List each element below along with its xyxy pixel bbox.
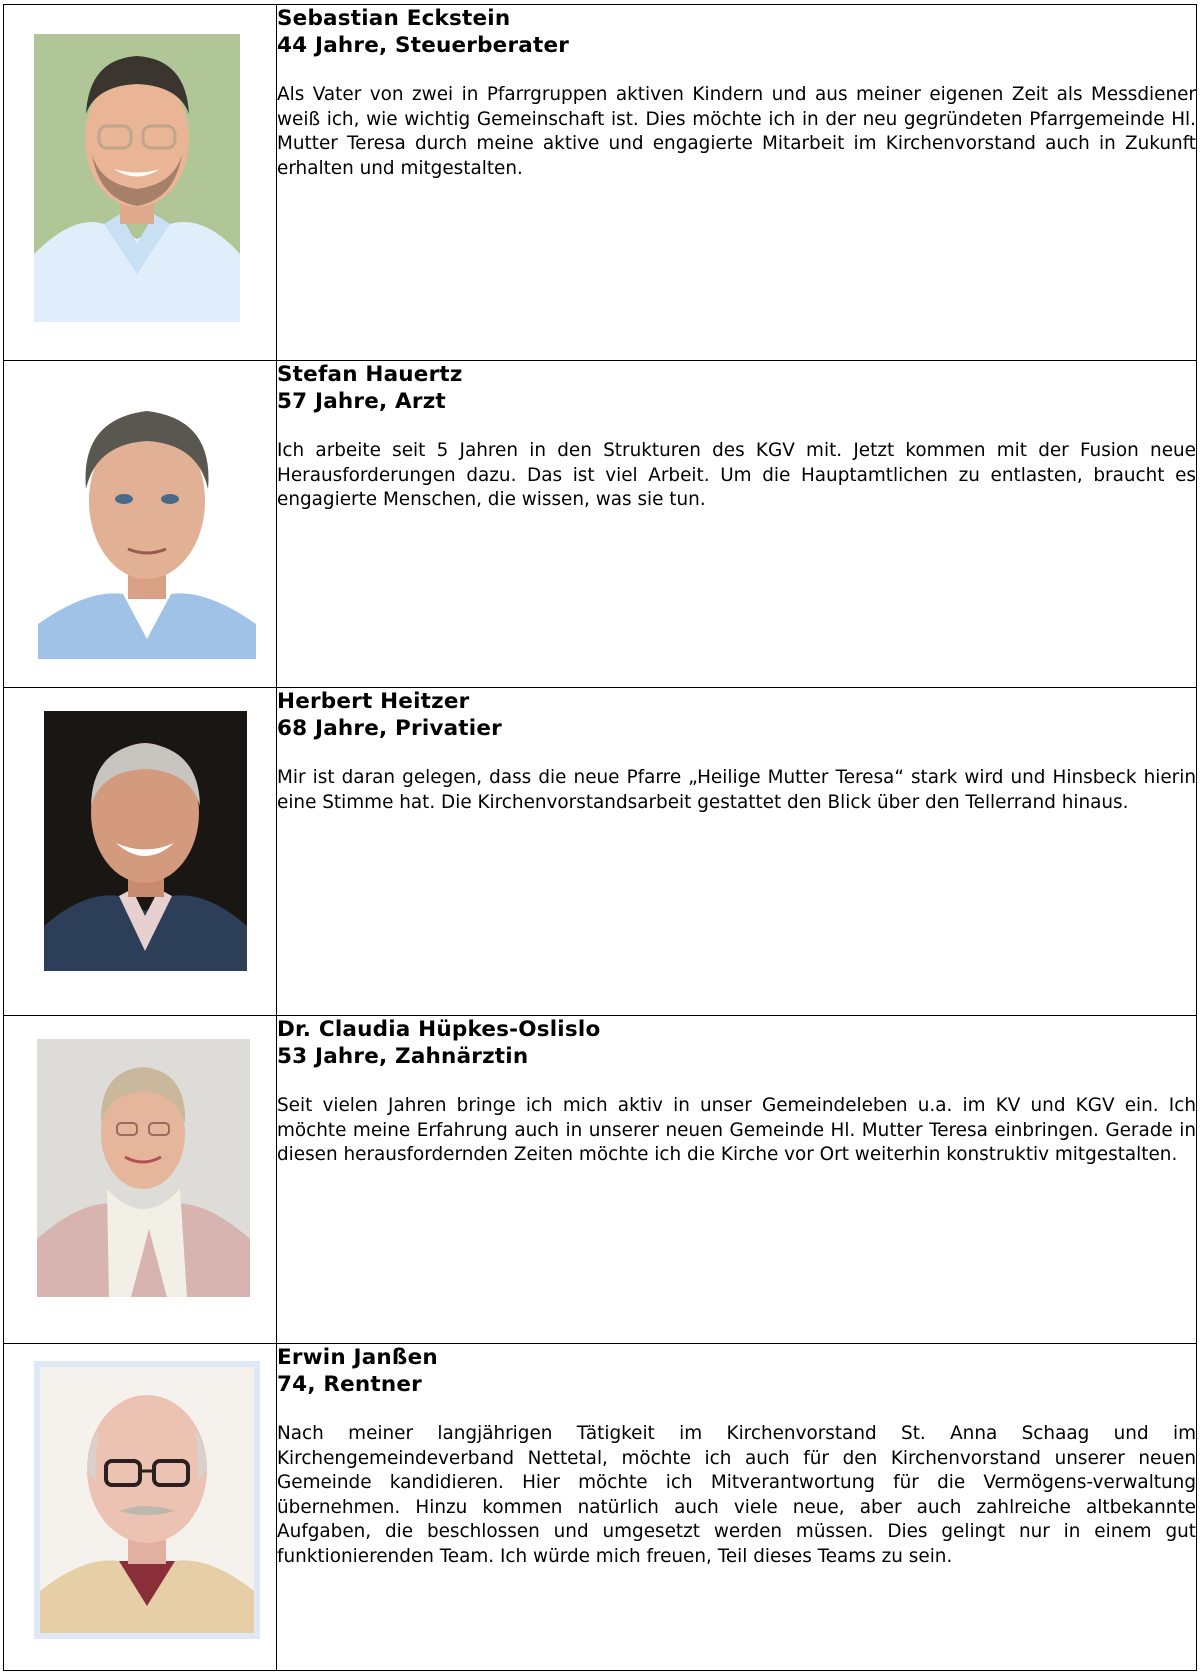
candidate-age-profession: 68 Jahre, Privatier [277, 716, 502, 741]
candidate-row [4, 688, 1197, 1016]
candidate-row [4, 1016, 1197, 1344]
photo-cell [4, 361, 277, 688]
candidate-age-profession: 57 Jahre, Arzt [277, 389, 446, 414]
candidate-row [4, 361, 1197, 688]
text-cell [277, 1016, 1197, 1344]
candidate-name: Dr. Claudia Hüpkes-Oslislo [277, 1017, 601, 1042]
text-cell [277, 688, 1197, 1016]
candidate-name: Stefan Hauertz [277, 362, 463, 387]
photo-cell [4, 688, 277, 1016]
candidate-bio: Ich arbeite seit 5 Jahren in den Strukturen des KGV mit. Jetzt kommen mit der Fusion neue Herausforderungen dazu. Das ist viel Arbeit. Um die Hauptamtlichen zu entlasten, braucht es engagierte Menschen, die wissen, was sie tun. [277, 440, 1196, 510]
candidate-row [4, 1344, 1197, 1671]
candidate-bio: Seit vielen Jahren bringe ich mich aktiv in unser Gemeindeleben u.a. im KV und KGV ein. Ich möchte meine Erfahrung auch in unserer neuen Gemeinde Hl. Mutter Teresa einbringen. Gerade in diesen herausfordernden Zeiten möchte ich die Kirche vor Ort weiterhin konstruktiv mitgestalten. [277, 1095, 1196, 1165]
candidate-table [3, 4, 1197, 1671]
candidate-bio: Mir ist daran gelegen, dass die neue Pfarre „Heilige Mutter Teresa“ stark wird und Hinsbeck hierin eine Stimme hat. Die Kirchenvorstandsarbeit gestattet den Blick über den Tellerrand hinaus. [277, 767, 1196, 813]
candidate-name: Sebastian Eckstein [277, 6, 511, 31]
text-cell [277, 5, 1197, 361]
photo-cell [4, 1016, 277, 1344]
candidate-photo [37, 1039, 250, 1297]
candidate-photo [34, 1361, 260, 1639]
candidate-photo [34, 34, 240, 322]
text-cell [277, 361, 1197, 688]
photo-cell [4, 1344, 277, 1671]
text-cell [277, 1344, 1197, 1671]
candidate-age-profession: 74, Rentner [277, 1372, 422, 1397]
candidate-name: Erwin Janßen [277, 1345, 438, 1370]
candidate-photo [44, 711, 247, 971]
candidate-name: Herbert Heitzer [277, 689, 470, 714]
photo-cell [4, 5, 277, 361]
candidate-bio: Als Vater von zwei in Pfarrgruppen aktiven Kindern und aus meiner eigenen Zeit als Messdiener weiß ich, wie wichtig Gemeinschaft ist. Dies möchte ich in der neu gegründeten Pfarrgemeinde Hl. Mutter Teresa durch meine aktive und engagierte Mitarbeit im Kirchenvorstand auch in Zukunft erhalten und mitgestalten. [277, 84, 1196, 179]
candidate-age-profession: 53 Jahre, Zahnärztin [277, 1044, 529, 1069]
candidate-row [4, 5, 1197, 361]
candidate-bio: Nach meiner langjährigen Tätigkeit im Kirchenvorstand St. Anna Schaag und im Kirchengemeindeverband Nettetal, möchte ich auch für den Kirchenvorstand unserer neuen Gemeinde kandidieren. Hier möchte ich Mitverantwortung für die Vermögens-verwaltung übernehmen. Hinzu kommen natürlich auch viele neue, aber auch zahlreiche altbekannte Aufgaben, die beschlossen und umgesetzt werden müssen. Dies gelingt nur in einem gut funktionierenden Team. Ich würde mich freuen, Teil dieses Teams zu sein. [277, 1423, 1196, 1567]
candidate-age-profession: 44 Jahre, Steuerberater [277, 33, 570, 58]
candidate-photo [38, 389, 256, 659]
